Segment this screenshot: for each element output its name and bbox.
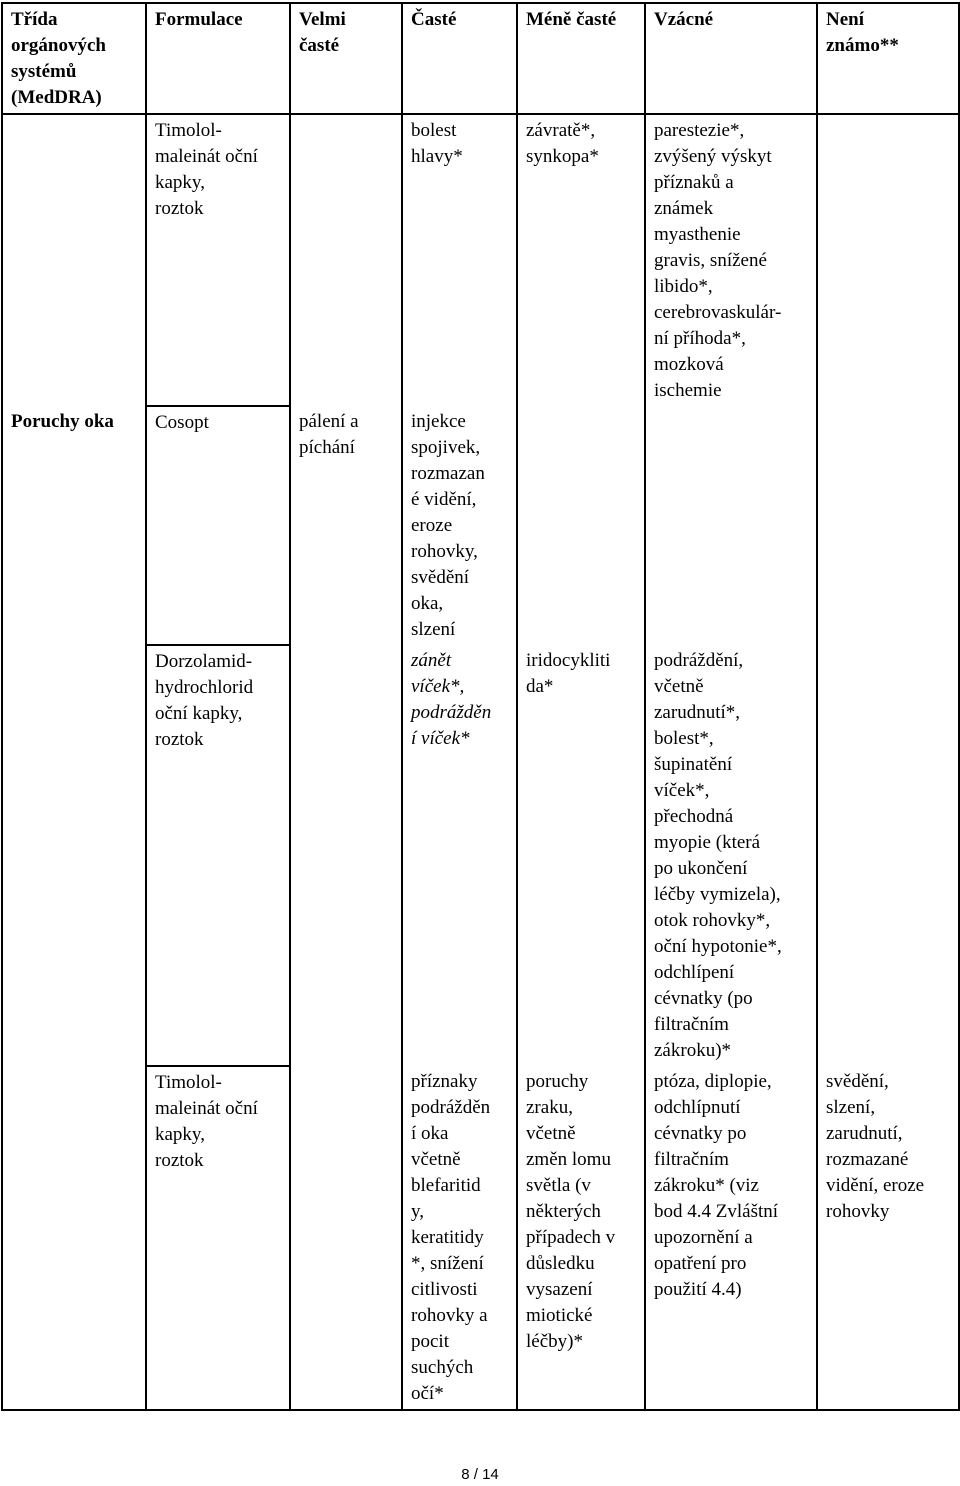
header-formulation: Formulace (146, 3, 290, 114)
cell-rare: ptóza, diplopie, odchlípnutí cévnatky po filtračním zákroku* (viz bod 4.4 Zvláštní upozornění a opatření pro použití 4.4) (645, 1066, 817, 1410)
header-rare: Vzácné (645, 3, 817, 114)
cell-uncommon (517, 406, 645, 645)
cell-formulation: Timolol- maleinát oční kapky, roztok (146, 114, 290, 406)
cell-unknown (817, 406, 959, 645)
header-common: Časté (402, 3, 517, 114)
page-number: 8 / 14 (461, 1466, 499, 1483)
cell-very-common (290, 1066, 402, 1410)
cell-formulation: Dorzolamid- hydrochlorid oční kapky, roztok (146, 645, 290, 1066)
header-unknown: Není známo** (817, 3, 959, 114)
cell-uncommon: poruchy zraku, včetně změn lomu světla (v některých případech v důsledku vysazení miotické léčby)* (517, 1066, 645, 1410)
cell-soc (2, 645, 146, 1066)
cell-common: příznaky podrážděn í oka včetně blefaritid y, keratitidy *, snížení citlivosti rohovky a pocit suchých očí* (402, 1066, 517, 1410)
table-row (2, 1066, 959, 1410)
cell-common: zánět víček*, podrážděn í víček* (402, 645, 517, 1066)
cell-common: bolest hlavy* (402, 114, 517, 406)
cell-very-common (290, 645, 402, 1066)
cell-formulation: Timolol- maleinát oční kapky, roztok (146, 1066, 290, 1410)
cell-unknown (817, 645, 959, 1066)
cell-rare: parestezie*, zvýšený výskyt příznaků a známek myasthenie gravis, snížené libido*, cerebrovaskulár- ní příhoda*, mozková ischemie (645, 114, 817, 406)
cell-formulation: Cosopt (146, 406, 290, 645)
header-soc: Třída orgánových systémů (MedDRA) (2, 3, 146, 114)
cell-soc: Poruchy oka (2, 406, 146, 645)
table-header-row (2, 3, 959, 114)
cell-rare: podráždění, včetně zarudnutí*, bolest*, šupinatění víček*, přechodná myopie (která po ukončení léčby vymizela), otok rohovky*, oční hypotonie*, odchlípení cévnatky (po filtračním zákroku)* (645, 645, 817, 1066)
cell-uncommon: iridocykliti da* (517, 645, 645, 1066)
header-uncommon: Méně časté (517, 3, 645, 114)
cell-common: injekce spojivek, rozmazan é vidění, eroze rohovky, svědění oka, slzení (402, 406, 517, 645)
cell-soc (2, 114, 146, 406)
table-row (2, 645, 959, 1066)
cell-soc (2, 1066, 146, 1410)
cell-unknown: svědění, slzení, zarudnutí, rozmazané vidění, eroze rohovky (817, 1066, 959, 1410)
table-row (2, 406, 959, 645)
cell-uncommon: závratě*, synkopa* (517, 114, 645, 406)
adverse-reactions-table (1, 2, 960, 1411)
table-row (2, 114, 959, 406)
cell-very-common: pálení a píchání (290, 406, 402, 645)
cell-rare (645, 406, 817, 645)
header-very-common: Velmi časté (290, 3, 402, 114)
cell-unknown (817, 114, 959, 406)
cell-very-common (290, 114, 402, 406)
